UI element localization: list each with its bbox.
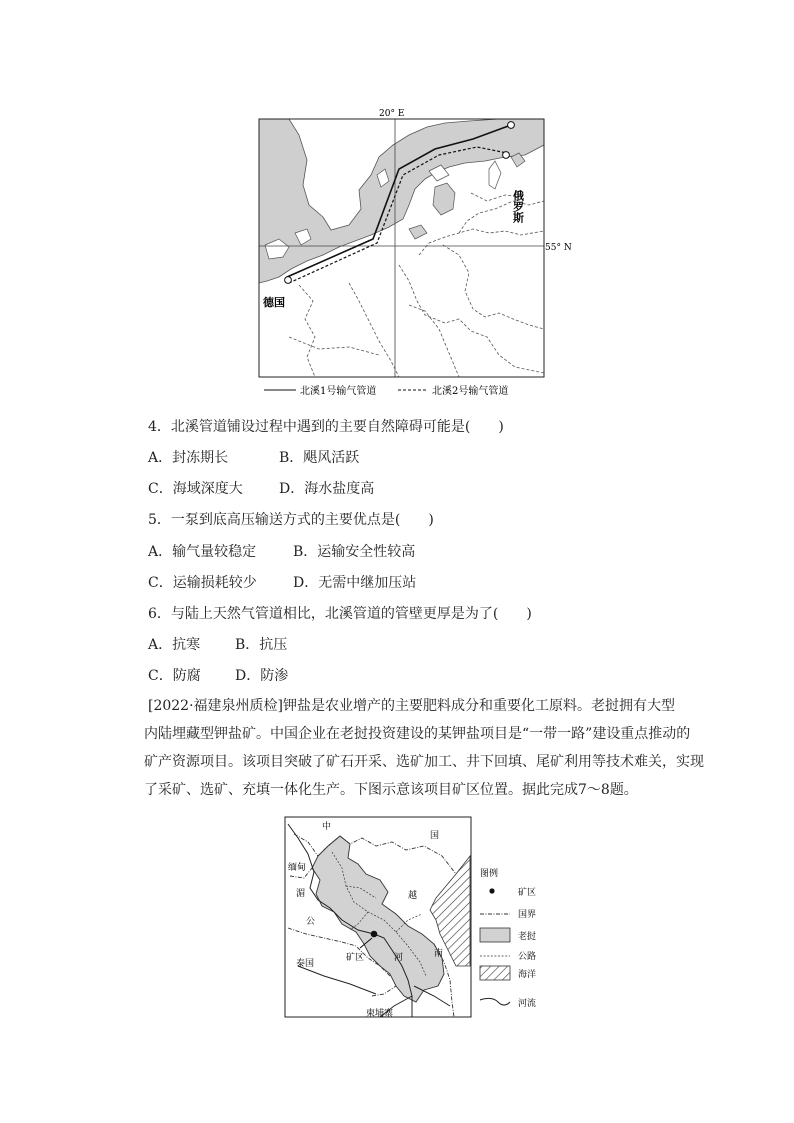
- question-5-option-a: A．输气量较稳定: [148, 544, 257, 560]
- germany-label: 德国: [263, 296, 285, 309]
- passage-line-2: 内陆埋藏型钾盐矿。中国企业在老挝投资建设的某钾盐项目是“一带一路”建设重点推动的: [144, 726, 691, 742]
- legend-sea-label: 海洋: [518, 970, 537, 980]
- cambodia-label: 柬埔寨: [366, 1009, 394, 1019]
- question-4-stem: 4．北溪管道铺设过程中遇到的主要自然障碍可能是( ): [148, 419, 504, 435]
- legend-sea-swatch: [480, 966, 510, 980]
- question-4-option-a: A．封冻期长: [148, 450, 229, 466]
- pipeline-endpoint-germany: [285, 277, 292, 284]
- mekong-label-2: 公: [306, 917, 316, 927]
- legend-ns2-label: 北溪2号输气管道: [432, 386, 509, 397]
- laos-mine-map: [284, 816, 552, 1022]
- question-6-option-d: D．防渗: [235, 668, 289, 684]
- russia-label: 俄罗斯: [511, 190, 525, 223]
- question-4-option-d: D．海水盐度高: [279, 481, 375, 497]
- laos-shape: [312, 836, 444, 1002]
- passage-line-1: [2022·福建泉州质检]钾盐是农业增产的主要肥料成分和重要化工原料。老挝拥有大型: [148, 698, 676, 714]
- lagoon-shape: [409, 225, 427, 239]
- mine-label: 矿区: [346, 953, 365, 963]
- mine-point: [371, 931, 378, 938]
- question-6-option-b: B．抗压: [235, 637, 288, 653]
- legend-mine-dot: [489, 888, 494, 893]
- vietnam-label-1: 越: [408, 891, 418, 901]
- question-4-option-c: C．海域深度大: [148, 481, 243, 497]
- question-5-option-b: B．运输安全性较高: [293, 544, 416, 560]
- question-5-option-d: D．无需中继加压站: [293, 575, 417, 591]
- latitude-label: 55° N: [545, 243, 572, 253]
- question-6-option-c: C．防腐: [148, 668, 201, 684]
- question-4-option-b: B．飓风活跃: [279, 450, 360, 466]
- pipeline-endpoint-russia: [508, 122, 515, 129]
- china-label-1: 中: [322, 822, 332, 832]
- longitude-label: 20° E: [379, 109, 405, 119]
- question-5-stem: 5．一泵到底高压输送方式的主要优点是( ): [148, 512, 434, 528]
- pipeline-endpoint-russia-2: [503, 152, 510, 159]
- legend-border-label: 国界: [518, 910, 537, 920]
- myanmar-label: 缅甸: [288, 863, 307, 873]
- nord-stream-map: [259, 105, 572, 395]
- legend-title: 图例: [480, 869, 499, 879]
- vietnam-label-2: 南: [434, 949, 444, 959]
- question-6-stem: 6．与陆上天然气管道相比，北溪管道的管壁更厚是为了( ): [148, 606, 532, 622]
- legend-road-label: 公路: [518, 952, 537, 962]
- legend-ns1-label: 北溪1号输气管道: [300, 386, 377, 397]
- question-5-option-c: C．运输损耗较少: [148, 575, 257, 591]
- baltic-sea-shape: [259, 119, 544, 283]
- china-label-2: 国: [430, 831, 440, 841]
- map1-legend: [262, 382, 562, 398]
- mekong-label-1: 湄: [296, 889, 306, 899]
- passage: [144, 692, 704, 804]
- island-shape: [489, 161, 501, 189]
- question-6-option-a: A．抗寒: [148, 637, 201, 653]
- passage-line-3: 矿产资源项目。该项目突破了矿石开采、选矿加工、井下回填、尾矿利用等技术难关，实现: [144, 754, 704, 770]
- map2-legend: [480, 867, 536, 1009]
- passage-line-4: 了采矿、选矿、充填一体化生产。下图示意该项目矿区位置。据此完成7～8题。: [144, 782, 638, 798]
- legend-laos-swatch: [480, 928, 510, 942]
- legend-river-label: 河流: [518, 999, 537, 1009]
- gulf-shape: [433, 183, 455, 215]
- legend-mine-label: 矿区: [518, 888, 537, 898]
- thailand-label: 泰国: [296, 959, 315, 969]
- legend-laos-label: 老挝: [518, 932, 537, 942]
- mekong-label-3: 河: [394, 953, 404, 963]
